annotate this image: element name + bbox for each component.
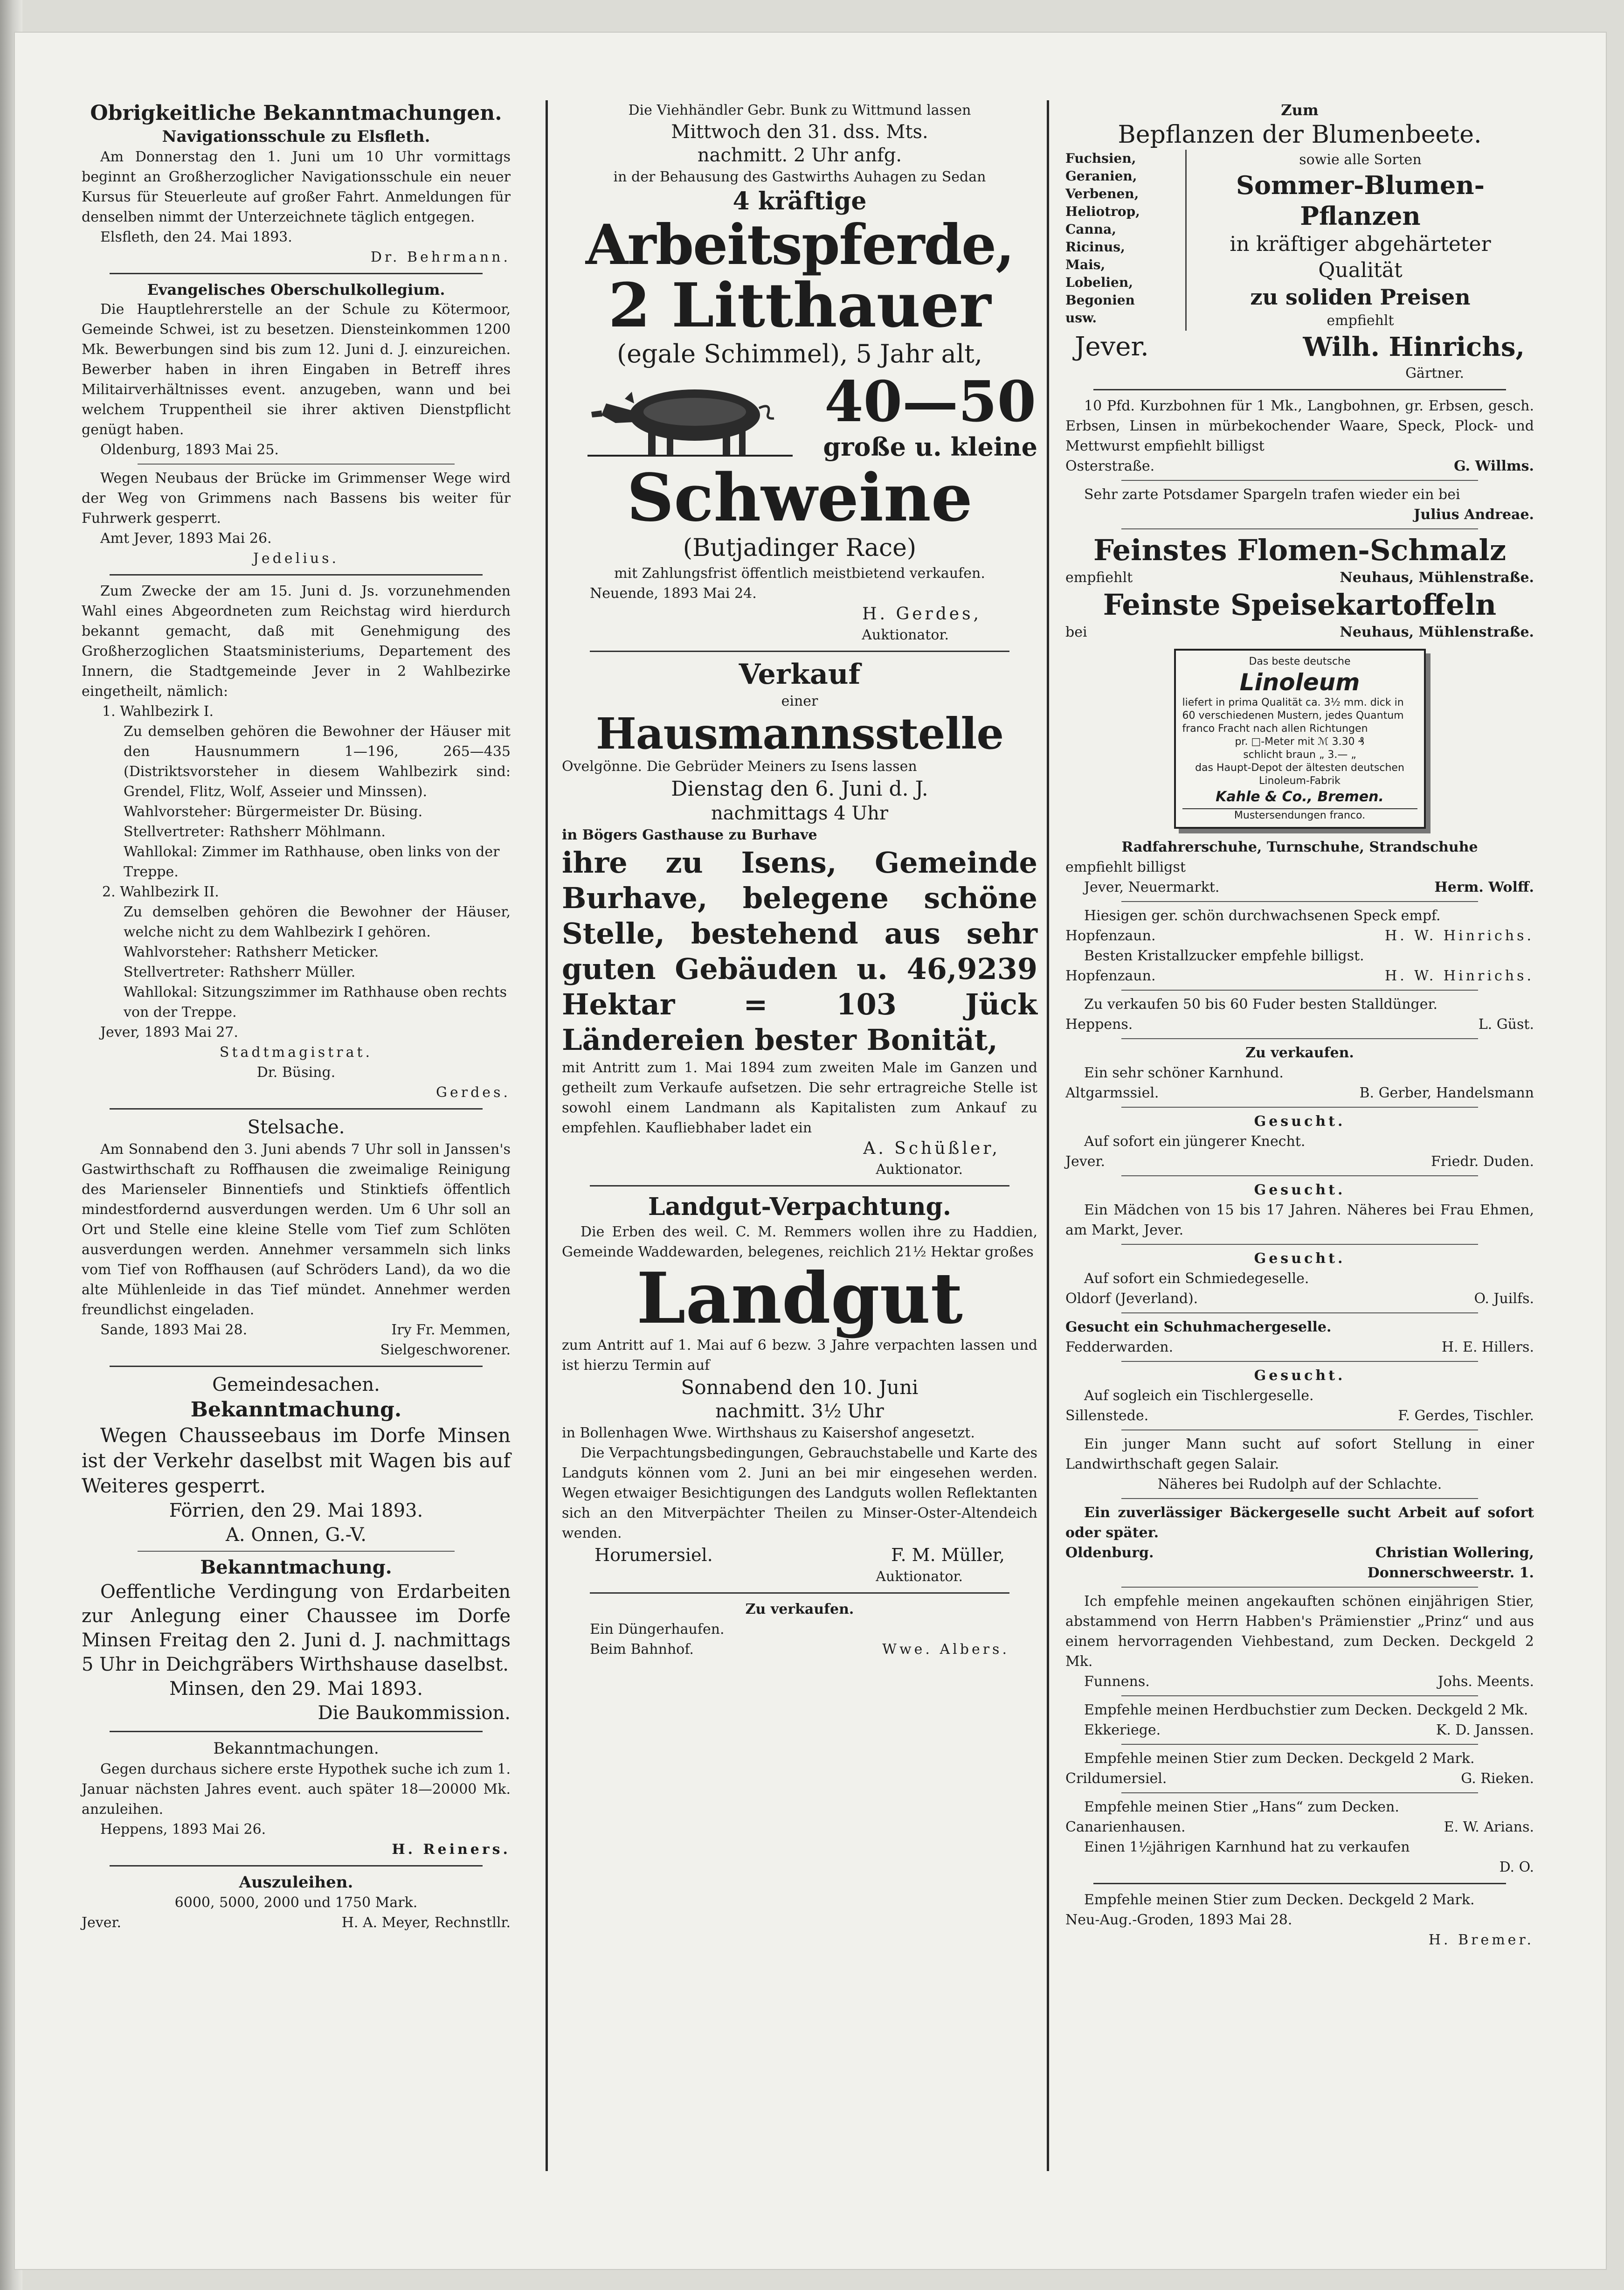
ad-line: Das beste deutsche <box>1249 656 1351 667</box>
divider <box>1093 389 1506 390</box>
ad-date: Neuende, 1893 Mai 24. <box>590 585 757 602</box>
ad-line: in der Behausung des Gastwirths Auhagen zu Sedan <box>613 169 986 185</box>
notice-date: Amt Jever, 1893 Mai 26. <box>100 530 272 547</box>
ad-footer <box>1065 1289 1534 1309</box>
divider <box>1121 528 1478 529</box>
ad-line: sowie alle Sorten <box>1299 152 1422 168</box>
ad-signature: D. O. <box>1499 1859 1534 1875</box>
ad-place: Heppens. <box>1065 1016 1133 1033</box>
ad-line: mit Zahlungsfrist öffentlich meistbietend verkaufen. <box>614 565 985 582</box>
ad-time: nachmittags 4 Uhr <box>711 802 889 824</box>
ad-subheading: große u. kleine <box>823 432 1037 462</box>
flower-list-item: Heliotrop, <box>1065 204 1140 219</box>
ad-heading: Radfahrerschuhe, Turnschuhe, Strandschuhe <box>1121 839 1478 855</box>
ad-headline: Landgut <box>636 1257 963 1339</box>
notice-heading: Auszuleihen. <box>239 1873 353 1892</box>
notice-date: Sande, 1893 Mai 28. <box>100 1322 248 1338</box>
ad-place: Crildumersiel. <box>1065 1770 1167 1787</box>
ad-place: Horumersiel. <box>594 1545 713 1566</box>
notice-heading: Bekanntmachung. <box>200 1556 392 1578</box>
ad-headline: 40—50 <box>824 369 1037 435</box>
ad-footer <box>1065 1817 1534 1837</box>
ad-body: ihre zu Isens, Gemeinde Burhave, belegene schöne Stelle, bestehend aus sehr guten Gebäuden u. 46,9239 Hektar = 103 Jück Ländereien bester Bonität, <box>562 845 1037 1057</box>
ad-body: Empfehle meinen Stier zum Decken. Deckgeld 2 Mark. <box>1084 1750 1475 1767</box>
ad-footer <box>1065 1152 1534 1172</box>
notice-role: Sielgeschworener. <box>380 1342 511 1358</box>
divider <box>590 651 1009 652</box>
section-heading: Gemeindesachen. <box>212 1374 380 1395</box>
ad-line: Ovelgönne. Die Gebrüder Meiners zu Isens lassen <box>562 758 917 775</box>
ad-signature: Kahle & Co., Bremen. <box>1216 789 1384 805</box>
divider <box>1093 1883 1506 1884</box>
ad-signature: H. Gerdes, <box>862 604 981 624</box>
divider <box>1121 1107 1478 1108</box>
ad-body: Gesucht ein Schuhmachergeselle. <box>1065 1319 1332 1335</box>
pig-illustration-icon <box>587 371 793 464</box>
ad-footer <box>562 1639 1037 1659</box>
ad-time: nachmitt. 2 Uhr anfg. <box>697 145 902 166</box>
ad-body: Hiesigen ger. schön durchwachsenen Speck empf. <box>1084 908 1441 924</box>
ad-line: empfiehlt <box>1065 569 1133 586</box>
notice-footer <box>82 1320 511 1340</box>
ad-heading: Zu verkaufen. <box>745 1601 854 1618</box>
flower-list-item: Canna, <box>1065 222 1117 237</box>
ad-date: Mittwoch den 31. dss. Mts. <box>671 121 928 143</box>
district-body: Zu demselben gehören die Bewohner der Häuser, welche nicht zu dem Wahlbezirk I gehören. <box>124 904 511 940</box>
ad-date: Sonnabend den 10. Juni <box>681 1376 919 1399</box>
ad-price: pr. □-Meter mit ℳ 3.30 ₰ <box>1235 736 1365 748</box>
ad-role: Auktionator. <box>876 1161 963 1178</box>
divider <box>110 1366 483 1367</box>
ad-body: mit Antritt zum 1. Mai 1894 zum zweiten Male im Ganzen und getheilt zum Verkaufe aufsetzen. Die sehr ertragreiche Stelle ist sowohl einem Landmann als Kapitalisten zum Ankauf zu empfehlen. Kaufliebhaber ladet ein <box>562 1059 1037 1136</box>
notice-signature: Gerdes. <box>436 1084 511 1101</box>
ad-headline: Schweine <box>627 460 973 537</box>
ad-signature: Julius Andreae. <box>1414 507 1534 523</box>
ad-place: Oldenburg. <box>1065 1545 1154 1561</box>
notice-signature: Dr. Behrmann. <box>370 249 511 265</box>
ad-headline: Linoleum <box>1239 669 1360 696</box>
ad-footer <box>1065 1720 1534 1740</box>
ad-body: Auf sofort ein Schmiedegeselle. <box>1084 1270 1309 1287</box>
flower-list-item: usw. <box>1065 310 1097 326</box>
notice-signature: Die Baukommission. <box>318 1702 511 1724</box>
notice-heading: Navigationsschule zu Elsfleth. <box>162 127 430 146</box>
ad-footer <box>1065 456 1534 476</box>
ad-date: Neu-Aug.-Groden, 1893 Mai 28. <box>1065 1912 1292 1928</box>
ad-role: Gärtner. <box>1405 365 1464 382</box>
flower-list-item: Fuchsien, <box>1065 151 1136 166</box>
district-title: 2. Wahlbezirk II. <box>102 884 219 900</box>
flower-list-item: Lobelien, <box>1065 275 1133 290</box>
ad-body: Empfehle meinen Stier „Hans“ zum Decken. <box>1084 1799 1399 1815</box>
ad-place: Jever. <box>1075 332 1149 362</box>
ad-signature: Herm. Wolff. <box>1434 879 1534 895</box>
notice-date: Förrien, den 29. Mai 1893. <box>169 1500 423 1521</box>
ad-line: einer <box>781 693 818 710</box>
flower-list-item: Begonien <box>1065 292 1135 308</box>
ad-signature: K. D. Janssen. <box>1436 1722 1534 1738</box>
column-middle <box>562 100 1037 2173</box>
column-right <box>1065 100 1534 2171</box>
ad-footer <box>1065 568 1534 588</box>
ad-footer <box>1065 966 1534 986</box>
column-rule-1 <box>546 100 548 2171</box>
divider <box>138 1551 455 1552</box>
ad-line: empfiehlt <box>1327 312 1394 329</box>
divider <box>1121 990 1478 991</box>
ad-footer <box>1065 331 1534 363</box>
ad-line: empfiehlt billigst <box>1065 859 1186 875</box>
ad-heading: Gesucht. <box>1254 1113 1346 1130</box>
ad-heading: Gesucht. <box>1254 1250 1346 1267</box>
ad-footer <box>562 1543 1037 1567</box>
ad-heading: Bepflanzen der Blumenbeete. <box>1118 121 1482 149</box>
section-title: Obrigkeitliche Bekanntmachungen. <box>90 101 502 125</box>
notice-signature: Dr. Büsing. <box>256 1064 336 1081</box>
ad-date: Dienstag den 6. Juni d. J. <box>671 777 928 801</box>
ad-footer <box>1065 926 1534 946</box>
divider <box>1121 1038 1478 1039</box>
ad-place: Hopfenzaun. <box>1065 928 1156 944</box>
notice-signature: Iry Fr. Memmen, <box>391 1322 511 1338</box>
notice-body: Gegen durchaus sichere erste Hypothek suche ich zum 1. Januar nächsten Jahres event. auch später 18—20000 Mk. anzuleihen. <box>82 1761 511 1818</box>
notice-body: Zum Zwecke der am 15. Juni d. Js. vorzunehmenden Wahl eines Abgeordneten zum Reichstag wird hierdurch bekannt gemacht, daß mit Genehmigung des Großherzoglichen Staatsministeriums, Departement des Innern, die Stadtgemeinde Jever in 2 Wahlbezirke eingetheilt, nämlich: <box>82 583 511 700</box>
ad-role: Auktionator. <box>862 627 949 644</box>
ad-footer <box>1065 1672 1534 1692</box>
linoleum-ad <box>1174 649 1426 829</box>
notice-footer <box>82 1913 511 1933</box>
ad-heading: Gesucht. <box>1254 1182 1346 1198</box>
divider <box>1121 1695 1478 1696</box>
divider <box>1121 1744 1478 1745</box>
column-left <box>82 100 511 2157</box>
divider <box>110 273 483 274</box>
ad-heading: Gesucht. <box>1254 1367 1346 1384</box>
ad-signature: B. Gerber, Handelsmann <box>1359 1085 1534 1101</box>
ad-place: Fedderwarden. <box>1065 1339 1174 1355</box>
ad-body: Empfehle meinen Stier zum Decken. Deckgeld 2 Mark. <box>1084 1892 1475 1908</box>
ad-signature: H. Bremer. <box>1428 1932 1534 1948</box>
ad-signature: H. W. Hinrichs. <box>1385 968 1534 984</box>
district-line: Wahllokal: Sitzungszimmer im Rathhause oben rechts von der Treppe. <box>124 984 507 1020</box>
divider <box>1121 1312 1478 1313</box>
ad-line: Mustersendungen franco. <box>1182 808 1417 822</box>
divider <box>1121 1498 1478 1499</box>
ad-address: Donnerschweerstr. 1. <box>1367 1565 1534 1581</box>
ad-place: Canarienhausen. <box>1065 1819 1186 1835</box>
ad-body: zum Antritt auf 1. Mai auf 6 bezw. 3 Jahre verpachten lassen und ist hierzu Termin auf <box>562 1337 1037 1374</box>
flower-list-item: Verbenen, <box>1065 186 1139 201</box>
notice-place: Jever. <box>82 1915 122 1931</box>
ad-headline: Arbeitspferde, <box>585 212 1014 277</box>
divider <box>138 464 455 465</box>
notice-signature: Jedelius. <box>253 550 339 567</box>
flower-ad-right <box>1187 150 1534 331</box>
ad-footer <box>1065 1337 1534 1357</box>
ad-price: schlicht braun „ 3.— „ <box>1243 749 1356 761</box>
ad-footer <box>1065 1769 1534 1789</box>
district-title: 1. Wahlbezirk I. <box>102 703 214 720</box>
ad-line: bei <box>1065 624 1087 640</box>
ad-signature: G. Rieken. <box>1461 1770 1534 1787</box>
ad-line: Die Viehhändler Gebr. Bunk zu Wittmund lassen <box>628 102 971 118</box>
notice-date: Elsfleth, den 24. Mai 1893. <box>100 229 292 245</box>
flower-list-item: Ricinus, <box>1065 239 1125 255</box>
flower-list <box>1065 150 1187 331</box>
notice-heading: Bekanntmachungen. <box>213 1739 379 1758</box>
ad-signature: Neuhaus, Mühlenstraße. <box>1340 569 1534 586</box>
ad-signature: F. M. Müller, <box>891 1545 1005 1566</box>
divider <box>110 1731 483 1732</box>
ad-body: Näheres bei Rudolph auf der Schlachte. <box>1157 1476 1442 1492</box>
ad-body: das Haupt-Depot der ältesten deutschen Linoleum-Fabrik <box>1195 762 1404 787</box>
ad-place: Beim Bahnhof. <box>590 1641 694 1658</box>
ad-role: Auktionator. <box>876 1568 963 1585</box>
ad-place: Jever. <box>1065 1153 1106 1170</box>
divider <box>1121 1587 1478 1588</box>
ad-place: Oldorf (Jeverland). <box>1065 1291 1198 1307</box>
ad-headline: Hausmannsstelle <box>595 708 1003 759</box>
notice-body: Am Sonnabend den 3. Juni abends 7 Uhr soll in Janssen's Gastwirthschaft zu Roffhausen die zweimalige Reinigung des Marienseler Binnentiefs und Stinktiefs öffentlich mindestfordernd ausverdungen werden. Um 6 Uhr soll an Ort und Stelle eine kleine Stelle vom Tief zum Schlöten ausverdungen werden. Annehmer versammeln sich links vom Tief von Roffhausen (auf Schröders Land), da wo die alte Mühlenleide in das Tief mündet. Annehmer werden freundlichst eingeladen. <box>82 1141 511 1318</box>
notice-date: Minsen, den 29. Mai 1893. <box>169 1678 423 1700</box>
notice-body: Wegen Neubaus der Brücke im Grimmenser Wege wird der Weg von Grimmens nach Bassens bis weiter für Fuhrwerk gesperrt. <box>82 470 511 527</box>
ad-place: Osterstraße. <box>1065 458 1155 474</box>
ad-body: liefert in prima Qualität ca. 3½ mm. dick in 60 verschiedenen Mustern, jedes Quantum franco Fracht nach allen Richtungen <box>1182 697 1404 735</box>
notice-body: Wegen Chausseebaus im Dorfe Minsen ist der Verkehr daselbst mit Wagen bis auf Weiteres gesperrt. <box>82 1424 511 1497</box>
divider <box>590 1185 1009 1187</box>
divider <box>1121 1361 1478 1362</box>
ad-footer <box>1065 1014 1534 1034</box>
ad-signature: A. Schüßler, <box>863 1138 1000 1158</box>
ad-body: Die Erben des weil. C. M. Remmers wollen ihre zu Haddien, Gemeinde Waddewarden, belegenes, reichlich 21½ Hektar großes <box>562 1223 1037 1260</box>
district-line: Stellvertreter: Rathsherr Müller. <box>124 964 356 980</box>
flower-ad <box>1065 150 1534 331</box>
ad-place: Funnens. <box>1084 1673 1150 1690</box>
ad-signature: Wwe. Albers. <box>882 1641 1009 1658</box>
ad-line: Zum <box>1281 101 1319 119</box>
divider <box>110 1108 483 1110</box>
ad-footer <box>1065 1406 1534 1426</box>
ad-place: Jever, Neuermarkt. <box>1084 879 1220 895</box>
ad-heading: Verkauf <box>739 658 861 691</box>
ad-headline: Sommer-Blumen-Pflanzen <box>1236 170 1485 231</box>
notice-signature: H. Reiners. <box>392 1841 511 1858</box>
divider <box>1121 1175 1478 1176</box>
ad-body: 10 Pfd. Kurzbohnen für 1 Mk., Langbohnen, gr. Erbsen, gesch. Erbsen, Linsen in mürbekochender Waare, Speck, Plock- und Mettwurst empfiehlt billigst <box>1065 398 1534 454</box>
ad-signature: L. Güst. <box>1478 1016 1534 1033</box>
ad-body: Zu verkaufen 50 bis 60 Fuder besten Stalldünger. <box>1084 996 1438 1013</box>
ad-place: Ekkeriege. <box>1084 1722 1161 1738</box>
ad-footer <box>1065 1083 1534 1103</box>
ad-line: Ein Düngerhaufen. <box>590 1621 725 1638</box>
ad-heading: Zu verkaufen. <box>1245 1045 1354 1061</box>
ad-headline: 2 Litthauer <box>608 269 991 341</box>
ad-signature: F. Gerdes, Tischler. <box>1398 1408 1534 1424</box>
ad-signature: G. Willms. <box>1454 458 1534 474</box>
notice-body: Die Hauptlehrerstelle an der Schule zu Kötermoor, Gemeinde Schwei, ist zu besetzen. Diensteinkommen 1200 Mk. Bewerbungen sind bis zum 12. Juni d. J. einzureichen. Bewerber haben in ihren Eingaben in Betreff ihres Militairverhältnisses event. anzugeben, wann und bei welchem Truppentheil sie ihrer aktiven Dienstpflicht genügt haben. <box>82 301 511 438</box>
notice-heading: Stelsache. <box>247 1117 345 1138</box>
ad-line: (Butjadinger Race) <box>683 534 917 562</box>
notice-date: Jever, 1893 Mai 27. <box>100 1024 238 1041</box>
ad-signature: O. Juilfs. <box>1474 1291 1534 1307</box>
notice-signature: A. Onnen, G.-V. <box>226 1524 366 1546</box>
district-body: Zu demselben gehören die Bewohner der Häuser mit den Hausnummern 1—196, 265—435 (Distriktsvorsteher in diesem Wahlbezirk sind: Grendel, Flitz, Wolf, Asseier und Minssen). <box>124 723 511 800</box>
ad-body: Auf sogleich ein Tischlergeselle. <box>1084 1388 1314 1404</box>
ad-headline: Feinstes Flomen-Schmalz <box>1093 533 1507 567</box>
flower-list-item: Geranien, <box>1065 168 1137 184</box>
notice-heading: Evangelisches Oberschulkollegium. <box>147 281 445 298</box>
divider <box>110 574 483 576</box>
notice-body: Am Donnerstag den 1. Juni um 10 Uhr vormittags beginnt an Großherzoglicher Navigationsschule ein neuer Kursus für Steuerleute auf großer Fahrt. Anmeldungen für denselben nimmt der Unterzeichnete täglich entgegen. <box>82 149 511 225</box>
ad-footer <box>1065 622 1534 642</box>
ad-time: nachmitt. 3½ Uhr <box>715 1401 884 1423</box>
ad-footer <box>1065 1543 1534 1563</box>
ad-place: Sillenstede. <box>1065 1408 1149 1424</box>
district-line: Wahlvorsteher: Rathsherr Meticker. <box>124 944 379 960</box>
divider <box>110 1865 483 1867</box>
ad-subheading: 4 kräftige <box>733 187 867 215</box>
notice-date: Heppens, 1893 Mai 26. <box>100 1821 266 1838</box>
notice-heading: Bekanntmachung. <box>190 1398 402 1422</box>
ad-place: Altgarmssiel. <box>1065 1085 1159 1101</box>
ad-body: Ein Mädchen von 15 bis 17 Jahren. Näheres bei Frau Ehmen, am Markt, Jever. <box>1065 1202 1534 1238</box>
ad-line: in kräftiger abgehärteter Qualität <box>1230 232 1491 282</box>
notice-body: Oeffentliche Verdingung von Erdarbeiten zur Anlegung einer Chaussee im Dorfe Minsen Freitag den 2. Juni d. J. nachmittags 5 Uhr in Deichgräbers Wirthshause daselbst. <box>82 1581 511 1675</box>
ad-place: Hopfenzaun. <box>1065 968 1156 984</box>
ad-body: Einen 1½jährigen Karnhund hat zu verkaufen <box>1084 1839 1410 1855</box>
notice-signature: H. A. Meyer, Rechnstllr. <box>341 1915 511 1931</box>
ad-body: Auf sofort ein jüngerer Knecht. <box>1084 1133 1306 1150</box>
divider <box>1121 480 1478 481</box>
divider <box>1121 1792 1478 1793</box>
ad-signature: Johs. Meents. <box>1437 1673 1534 1690</box>
ad-footer <box>1065 877 1534 897</box>
ad-signature: Neuhaus, Mühlenstraße. <box>1340 624 1534 640</box>
column-rule-2 <box>1047 100 1049 2171</box>
ad-heading: Landgut-Verpachtung. <box>648 1192 952 1221</box>
district-line: Stellvertreter: Rathsherr Möhlmann. <box>124 824 386 840</box>
ad-body: Ich empfehle meinen angekauften schönen einjährigen Stier, abstammend von Herrn Habben's Prämienstier „Prinz“ und aus einem hervorragenden Viehbestand, zum Decken. Deckgeld 2 Mk. <box>1065 1593 1534 1670</box>
ad-body: in Bollenhagen Wwe. Wirthshaus zu Kaisershof angesetzt. <box>562 1425 975 1442</box>
ad-line: in Bögers Gasthause zu Burhave <box>562 826 817 843</box>
divider <box>1121 1244 1478 1245</box>
ad-body: Ein sehr schöner Karnhund. <box>1084 1065 1284 1081</box>
notice-signature: Stadtmagistrat. <box>219 1044 373 1061</box>
ad-signature: H. E. Hillers. <box>1441 1339 1534 1355</box>
pig-text <box>823 369 1037 462</box>
ad-signature: Wilh. Hinrichs, <box>1303 332 1525 362</box>
district-line: Wahlvorsteher: Bürgermeister Dr. Büsing. <box>124 804 423 820</box>
ad-signature: Christian Wollering, <box>1375 1545 1534 1561</box>
divider <box>1121 901 1478 902</box>
notice-date: Oldenburg, 1893 Mai 25. <box>100 442 279 458</box>
notice-body: 6000, 5000, 2000 und 1750 Mark. <box>174 1894 418 1911</box>
ad-line: (egale Schimmel), 5 Jahr alt, <box>617 339 982 369</box>
ad-body: Empfehle meinen Herdbuchstier zum Decken. Deckgeld 2 Mk. <box>1084 1702 1528 1718</box>
ad-body: Sehr zarte Potsdamer Spargeln trafen wieder ein bei <box>1084 486 1460 503</box>
ad-body: Ein zuverlässiger Bäckergeselle sucht Arbeit auf sofort oder später. <box>1065 1505 1534 1541</box>
divider <box>590 1592 1009 1594</box>
district-line: Wahllokal: Zimmer im Rathhause, oben links von der Treppe. <box>124 844 500 880</box>
flower-list-item: Mais, <box>1065 257 1106 272</box>
ad-signature: Friedr. Duden. <box>1431 1153 1534 1170</box>
ad-line: zu soliden Preisen <box>1250 285 1471 310</box>
ad-body: Die Verpachtungsbedingungen, Gebrauchstabelle und Karte des Landguts können vom 2. Juni an bei mir eingesehen werden. Wegen etwaiger Besichtigungen des Landguts wollen Reflektanten sich an den Mitverpächter Theilen zu Minser-Oster-Altendeich wenden. <box>562 1445 1037 1542</box>
pig-block <box>562 371 1037 464</box>
ad-body: Besten Kristallzucker empfehle billigst. <box>1084 948 1364 964</box>
ad-headline: Feinste Speisekartoffeln <box>1103 588 1497 622</box>
ad-signature: E. W. Arians. <box>1444 1819 1534 1835</box>
ad-signature: H. W. Hinrichs. <box>1385 928 1534 944</box>
ad-body: Ein junger Mann sucht auf sofort Stellung in einer Landwirthschaft gegen Salair. <box>1065 1436 1534 1472</box>
